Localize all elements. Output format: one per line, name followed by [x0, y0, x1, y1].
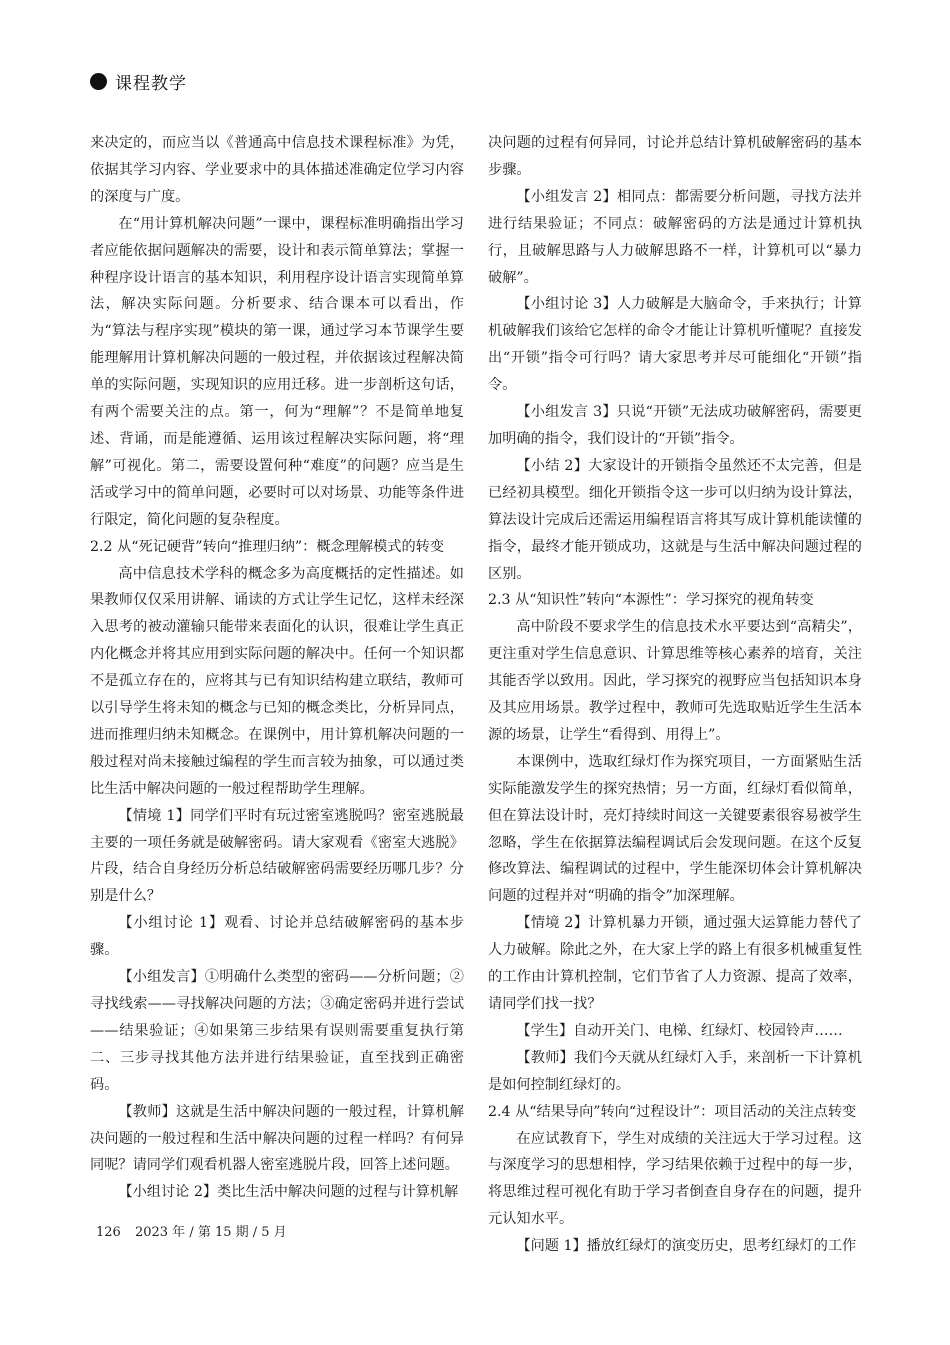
section-heading-2-2: 2.2 从“死记硬背”转向“推理归纳”：概念理解模式的转变	[90, 538, 445, 555]
paragraph: 来决定的，而应当以《普通高中信息技术课程标准》为凭，依据其学习内容、学业要求中的具体描述准确定位学习内容的深度与广度。	[90, 135, 464, 205]
section-heading-2-3: 2.3 从“知识性”转向“本源性”：学习探究的视角转变	[488, 592, 814, 609]
page-number: 126	[96, 1225, 121, 1240]
paragraph: 【小组发言 2】相同点：都需要分析问题，寻找方法并进行结果验证；不同点：破解密码的方法是通过计算机执行，且破解思路与人力破解思路不一样，计算机可以“暴力破解”。	[488, 188, 862, 286]
paragraph: 【小组讨论 1】观看、讨论并总结破解密码的基本步骤。	[90, 915, 464, 959]
paragraph: 【情境 1】同学们平时有玩过密室逃脱吗？密室逃脱最主要的一项任务就是破解密码。请大家观看《密室大逃脱》片段，结合自身经历分析总结破解密码需要经历哪几步？分别是什么？	[90, 807, 464, 905]
paragraph: 【小组讨论 2】类比生活中解决问题的过程与计算机解	[118, 1184, 459, 1201]
section-title: 课程教学	[115, 73, 187, 94]
paragraph: 决问题的过程有何异同，讨论并总结计算机破解密码的基本步骤。	[488, 135, 862, 178]
paragraph: 在“用计算机解决问题”一课中，课程标准明确指出学习者应能依据问题解决的需要，设计和表示简单算法；掌握一种程序设计语言的基本知识，利用程序设计语言实现简单算法，解决实际问题。分析要求、结合课本可以看出，作为“算法与程序实现”模块的第一课，通过学习本节课学生要能理解用计算机解决问题的一般过程，并依据该过程解决简单的实际问题，实现知识的应用迁移。进一步剖析这句话，有两个需要关注的点。第一，何为“理解”？不是简单地复述、背诵，而是能遵循、运用该过程解决实际问题，将“理解”可视化。第二，需要设置何种“难度”的问题？应当是生活或学习中的简单问题，必要时可以对场景、功能等条件进行限定，简化问题的复杂程度。	[90, 215, 464, 528]
paragraph: 【小组发言】①明确什么类型的密码——分析问题；②寻找线索——寻找解决问题的方法；③确定密码并进行尝试——结果验证；④如果第三步结果有误则需要重复执行第二、三步寻找其他方法并进行结果验证，直至找到正确密码。	[90, 969, 464, 1093]
paragraph: 本课例中，选取红绿灯作为探究项目，一方面紧贴生活实际能激发学生的探究热情；另一方面，红绿灯看似简单，但在算法设计时，亮灯持续时间这一关键要素很容易被学生忽略，学生在依据算法编程调试后会发现问题。在这个反复修改算法、编程调试的过程中，学生能深切体会计算机解决问题的过程并对“明确的指令”加深理解。	[488, 753, 862, 905]
paragraph: 【教师】我们今天就从红绿灯入手，来剖析一下计算机是如何控制红绿灯的。	[488, 1049, 862, 1093]
issue-info: 2023 年 / 第 15 期 / 5 月	[134, 1225, 287, 1240]
paragraph: 【情境 2】计算机暴力开锁，通过强大运算能力替代了人力破解。除此之外，在大家上学的路上有很多机械重复性的工作由计算机控制，它们节省了人力资源、提高了效率，请同学们找一找？	[488, 915, 862, 1012]
paragraph: 【教师】这就是生活中解决问题的一般过程，计算机解决问题的一般过程和生活中解决问题的过程一样吗？有何异同呢？请同学们观看机器人密室逃脱片段，回答上述问题。	[90, 1103, 464, 1174]
paragraph: 【小组发言 3】只说“开锁”无法成功破解密码，需要更加明确的指令，我们设计的“开锁”指令。	[488, 404, 862, 447]
paragraph: 【小组讨论 3】人力破解是大脑命令，手来执行；计算机破解我们该给它怎样的命令才能让计算机听懂呢？直接发出“开锁”指令可行吗？请大家思考并尽可能细化“开锁”指令。	[488, 296, 862, 394]
bullet-icon	[90, 73, 107, 90]
right-column	[488, 130, 862, 1260]
paragraph: 【小结 2】大家设计的开锁指令虽然还不太完善，但是已经初具模型。细化开锁指令这一步可以归纳为设计算法，算法设计完成后还需运用编程语言将其写成计算机能读懂的指令，最终才能开锁成功，这就是与生活中解决问题过程的区别。	[488, 457, 862, 582]
running-header	[90, 64, 187, 98]
paragraph: 高中阶段不要求学生的信息技术水平要达到“高精尖”，更注重对学生信息意识、计算思维等核心素养的培育，关注其能否学以致用。因此，学习探究的视野应当包括知识本身及其应用场景。教学过程中，教师可先选取贴近学生生活本源的场景，让学生“看得到、用得上”。	[488, 619, 862, 743]
section-heading-2-4: 2.4 从“结果导向”转向“过程设计”：项目活动的关注点转变	[488, 1103, 857, 1120]
paragraph: 在应试教育下，学生对成绩的关注远大于学习过程。这与深度学习的思想相悖，学习结果依赖于过程中的每一步，将思维过程可视化有助于学习者倒查自身存在的问题，提升元认知水平。	[488, 1130, 862, 1228]
paragraph: 【问题 1】播放红绿灯的演变历史，思考红绿灯的工作	[516, 1238, 857, 1255]
page-footer	[96, 1221, 287, 1240]
paragraph: 高中信息技术学科的概念多为高度概括的定性描述。如果教师仅仅采用讲解、诵读的方式让学生记忆，这样未经深入思考的被动灌输只能带来表面化的认识，很难让学生真正内化概念并将其应用到实际问题的解决中。任何一个知识都不是孤立存在的，应将其与已有知识结构建立联结，教师可以引导学生将未知的概念与已知的概念类比，分析异同点，进而推理归纳未知概念。在课例中，用计算机解决问题的一般过程对尚未接触过编程的学生而言较为抽象，可以通过类比生活中解决问题的一般过程帮助学生理解。	[90, 565, 464, 797]
paragraph: 【学生】自动开关门、电梯、红绿灯、校园铃声……	[516, 1022, 843, 1039]
left-column	[90, 130, 464, 1206]
